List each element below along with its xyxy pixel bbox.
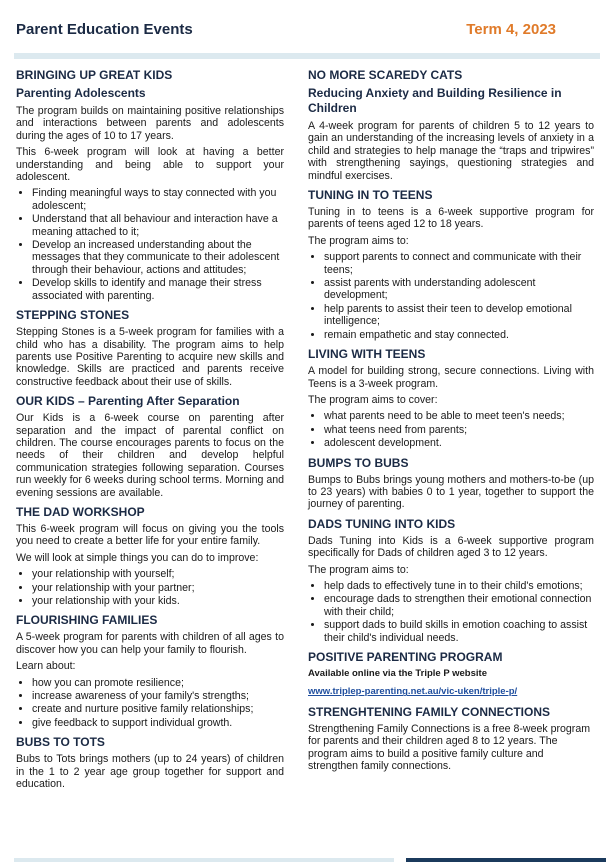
triple-p-link[interactable]: www.triplep-parenting.net.au/vic-uken/triple-p/ (308, 686, 518, 698)
section-text: Strengthening Family Connections is a free 8-week program for parents and their children aged 8 to 12 years. The program aims to build a positive family culture and strengthen family connections. (308, 722, 591, 773)
section-text: This 6-week program will look at having a better understanding and being able to support your adolescent. (16, 146, 284, 184)
section-stepping-stones (16, 308, 284, 388)
section-dads-tuning-into-kids (308, 517, 594, 644)
list-item: • help parents to assist their teen to develop emotional intelligence; (324, 303, 594, 328)
section-bringing-up-great-kids (16, 68, 284, 302)
section-title: NO MORE SCAREDY CATS (308, 68, 463, 82)
bullet-list (308, 580, 594, 644)
section-text: We will look at simple things you can do to improve: (16, 551, 259, 564)
section-text: Bubs to Tots brings mothers (up to 24 years) of children in the 1 to 2 year age group together for support and education. (16, 753, 284, 791)
footer-accent (406, 858, 606, 862)
section-title: BUBS TO TOTS (16, 735, 105, 750)
list-item: • your relationship with your partner; (32, 582, 284, 594)
list-item: • adolescent development. (324, 437, 594, 449)
page-title: Parent Education Events (16, 21, 193, 38)
bullet-list (16, 187, 284, 302)
section-text: A 5-week program for parents with children of all ages to discover how you can help your family to flourish. (16, 631, 284, 656)
section-text: Stepping Stones is a 5-week program for families with a child who has a disability. The program aims to help parents use Positive Parenting to acquire new skills and knowledge. Skills are practiced and parents receive constructive feedback about their use of skills. (16, 326, 284, 388)
section-title: OUR KIDS – Parenting After Separation (16, 394, 240, 409)
list-item: • give feedback to support individual growth. (32, 717, 284, 729)
bullet-list (308, 410, 594, 449)
section-text: The program aims to cover: (308, 393, 438, 406)
list-item: • Develop skills to identify and manage their stress associated with parenting. (32, 277, 284, 302)
header (0, 0, 606, 44)
section-title: THE DAD WORKSHOP (16, 504, 145, 519)
list-item: • assist parents with understanding adolescent development; (324, 277, 594, 302)
list-item: • support parents to connect and communicate with their teens; (324, 251, 594, 276)
section-title: STRENGHTENING FAMILY CONNECTIONS (308, 704, 551, 719)
section-title: POSITIVE PARENTING PROGRAM (308, 650, 503, 664)
list-item: • how you can promote resilience; (32, 677, 284, 689)
section-living-with-teens (308, 347, 594, 449)
section-no-more-scaredy-cats (308, 68, 594, 182)
section-text: The program builds on maintaining positive relationships and interactions between parents and adolescents during the ages of 10 to 17 years. (16, 105, 284, 142)
list-item: • encourage dads to strengthen their emotional connection with their child; (324, 593, 594, 618)
bullet-list (16, 568, 284, 607)
list-item: • Develop an increased understanding about the messages that they communicate to their adolescent through their behaviour, actions and attitudes; (32, 239, 284, 276)
section-title: FLOURISHING FAMILIES (16, 613, 158, 628)
section-tuning-in-to-teens (308, 188, 594, 341)
right-column (308, 68, 594, 778)
section-text: A 4-week program for parents of children 5 to 12 years to gain an understanding of the increasing levels of anxiety in a child and strategies to help manage the “traps and tripwires” with strengthening sayings, questioning strategies and mindful exercises. (308, 120, 594, 182)
section-title: STEPPING STONES (16, 308, 130, 323)
section-flourishing-families (16, 613, 284, 729)
section-positive-parenting (308, 650, 594, 699)
bullet-list (16, 677, 284, 730)
section-title: BRINGING UP GREAT KIDS (16, 68, 173, 82)
section-bumps-to-bubs (308, 456, 594, 511)
section-text: Our Kids is a 6-week course on parenting after separation and the impact of parental conflict on children. The course encourages parents to focus on the needs of their children and develop helpful communication strategies following separation. Courses run weekly for 6 weeks during school terms. Morning and evening sessions are available. (16, 412, 284, 499)
list-item: • create and nurture positive family relationships; (32, 703, 284, 715)
list-item: • what parents need to be able to meet teen's needs; (324, 410, 594, 422)
section-title: BUMPS TO BUBS (308, 455, 409, 470)
list-item: • your relationship with your kids. (32, 595, 284, 607)
list-item: • remain empathetic and stay connected. (324, 329, 594, 341)
list-item: • what teens need from parents; (324, 424, 594, 436)
section-text: Learn about: (16, 660, 76, 673)
section-dad-workshop (16, 505, 284, 607)
section-text: The program aims to: (308, 234, 409, 247)
section-title: LIVING WITH TEENS (308, 347, 426, 362)
footer-divider (14, 858, 394, 862)
list-item: • Understand that all behaviour and interaction have a meaning attached to it; (32, 213, 284, 238)
section-bubs-to-tots (16, 735, 284, 790)
list-item: • your relationship with yourself; (32, 568, 284, 580)
list-item: • support dads to build skills in emotion coaching to assist their child's individual needs. (324, 619, 594, 644)
section-text: Tuning in to teens is a 6-week supportive program for parents of teens aged 12 to 18 years. (308, 206, 594, 231)
section-title: TUNING IN TO TEENS (308, 188, 433, 203)
section-our-kids (16, 394, 284, 499)
section-title: DADS TUNING INTO KIDS (308, 516, 456, 531)
left-column (16, 68, 284, 796)
bullet-list (308, 251, 594, 341)
section-subtitle: Reducing Anxiety and Building Resilience in Children (308, 86, 562, 115)
section-text: Dads Tuning into Kids is a 6-week supportive program specifically for Dads of children aged 3 to 12 years. (308, 534, 594, 560)
section-text: Bumps to Bubs brings young mothers and mothers-to-be (up to 23 years) with babies 0 to 1 year, together to support the journey of parenting. (308, 473, 594, 511)
section-text: Available online via the Triple P website (308, 668, 487, 679)
section-text: This 6-week program will focus on giving you the tools you need to create a better life for your entire family. (16, 522, 284, 548)
section-strengthening-family-connections (308, 705, 594, 773)
term-label: Term 4, 2023 (466, 21, 556, 38)
section-subtitle: Parenting Adolescents (16, 86, 146, 100)
list-item: • Finding meaningful ways to stay connected with you adolescent; (32, 187, 284, 212)
section-text: A model for building strong, secure connections. Living with Teens is a 3-week program. (308, 365, 594, 390)
section-text: The program aims to: (308, 563, 409, 576)
header-divider (14, 53, 600, 59)
list-item: • help dads to effectively tune in to their child's emotions; (324, 580, 594, 592)
list-item: • increase awareness of your family's strengths; (32, 690, 284, 702)
